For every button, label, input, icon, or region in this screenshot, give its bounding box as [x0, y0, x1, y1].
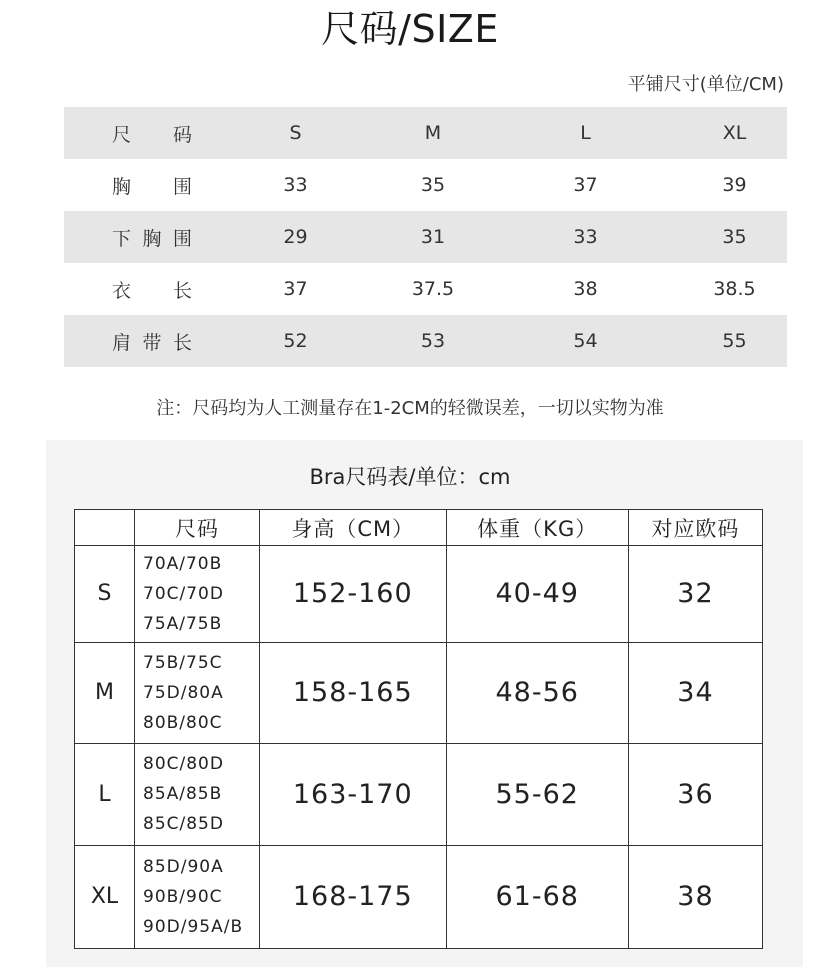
size-table-header-row	[64, 107, 787, 159]
cup-size: 70A/70B	[143, 553, 223, 574]
size-table-cell: 31	[377, 211, 489, 263]
bra-header-cell: 尺码	[135, 510, 260, 546]
bra-weight: 40-49	[446, 546, 628, 642]
size-table-cell: 39	[722, 174, 747, 196]
bra-cup-sizes	[135, 546, 260, 642]
bra-size-label: M	[75, 642, 135, 743]
bra-eu-size: 32	[628, 546, 762, 642]
bra-header-cell: 对应欧码	[628, 510, 762, 546]
bra-size-label: XL	[75, 845, 135, 949]
size-table-cell: 35	[420, 174, 446, 196]
cup-size: 80B/80C	[143, 712, 223, 733]
cup-size: 70C/70D	[143, 583, 224, 604]
bra-table-row	[75, 642, 763, 743]
cup-size: 85A/85B	[143, 784, 223, 805]
bra-header-cell: 体重（KG）	[446, 510, 628, 546]
bra-table-row	[75, 744, 763, 845]
size-table-cell: 38.5	[713, 278, 756, 300]
size-table-cell: 33	[489, 211, 682, 263]
size-table-row	[64, 263, 787, 315]
bra-table-row	[75, 546, 763, 642]
size-table-cell: 54	[489, 315, 682, 367]
bra-table-header-row	[75, 510, 763, 546]
cup-size: 90B/90C	[143, 886, 223, 907]
size-table-cell: 37	[283, 278, 308, 300]
size-table-cell: 55	[682, 315, 787, 367]
size-table-row	[64, 211, 787, 263]
bra-eu-size: 34	[628, 642, 762, 743]
cup-size: 75B/75C	[143, 652, 223, 673]
bra-size-label: L	[75, 744, 135, 845]
measurement-note: 注：尺码均为人工测量存在1-2CM的轻微误差，一切以实物为准	[156, 398, 664, 419]
bra-height: 168-175	[260, 845, 447, 949]
size-table-row	[64, 159, 787, 211]
size-table-cell: 29	[214, 211, 377, 263]
unit-note: 平铺尺寸(单位/CM)	[627, 74, 784, 95]
size-table-row-label: 胸围	[112, 175, 192, 198]
bra-height: 163-170	[260, 744, 447, 845]
bra-eu-size: 38	[628, 845, 762, 949]
size-table-cell: 52	[214, 315, 377, 367]
bra-table-title: Bra尺码表/单位：cm	[309, 465, 511, 489]
bra-height: 152-160	[260, 546, 447, 642]
size-table-header-cell: 尺码	[64, 107, 214, 159]
cup-size: 85C/85D	[143, 814, 224, 835]
size-table-header-cell: M	[377, 107, 489, 159]
size-table-header-cell: S	[214, 107, 377, 159]
size-table-row-label: 下胸围	[64, 211, 214, 263]
size-table	[64, 107, 787, 367]
cup-size: 80C/80D	[143, 754, 224, 775]
bra-height: 158-165	[260, 642, 447, 743]
bra-eu-size: 36	[628, 744, 762, 845]
cup-size: 85D/90A	[143, 856, 224, 877]
page-title: 尺码/SIZE	[321, 7, 499, 51]
size-table-row-label: 衣长	[112, 279, 192, 302]
bra-header-cell: 身高（CM）	[260, 510, 447, 546]
bra-cup-sizes	[135, 642, 260, 743]
bra-cup-sizes	[135, 744, 260, 845]
bra-table-row	[75, 845, 763, 949]
size-table-cell: 38	[573, 278, 598, 300]
size-table-cell: 53	[377, 315, 489, 367]
size-table-row-label: 肩带长	[64, 315, 214, 367]
size-table-header-cell: L	[489, 107, 682, 159]
bra-weight: 48-56	[446, 642, 628, 743]
bra-header-cell	[75, 510, 135, 546]
size-table-cell: 37.5	[411, 278, 455, 300]
size-table-header-cell: XL	[682, 107, 787, 159]
size-table-row	[64, 315, 787, 367]
cup-size: 75A/75B	[143, 613, 223, 634]
bra-size-label: S	[75, 546, 135, 642]
size-table-cell: 37	[573, 174, 598, 196]
bra-cup-sizes	[135, 845, 260, 949]
bra-weight: 55-62	[446, 744, 628, 845]
size-table-cell: 35	[682, 211, 787, 263]
cup-size: 75D/80A	[143, 682, 224, 703]
bra-weight: 61-68	[446, 845, 628, 949]
cup-size: 90D/95A/B	[143, 916, 244, 937]
size-table-cell: 33	[283, 174, 308, 196]
bra-size-table	[74, 509, 763, 949]
